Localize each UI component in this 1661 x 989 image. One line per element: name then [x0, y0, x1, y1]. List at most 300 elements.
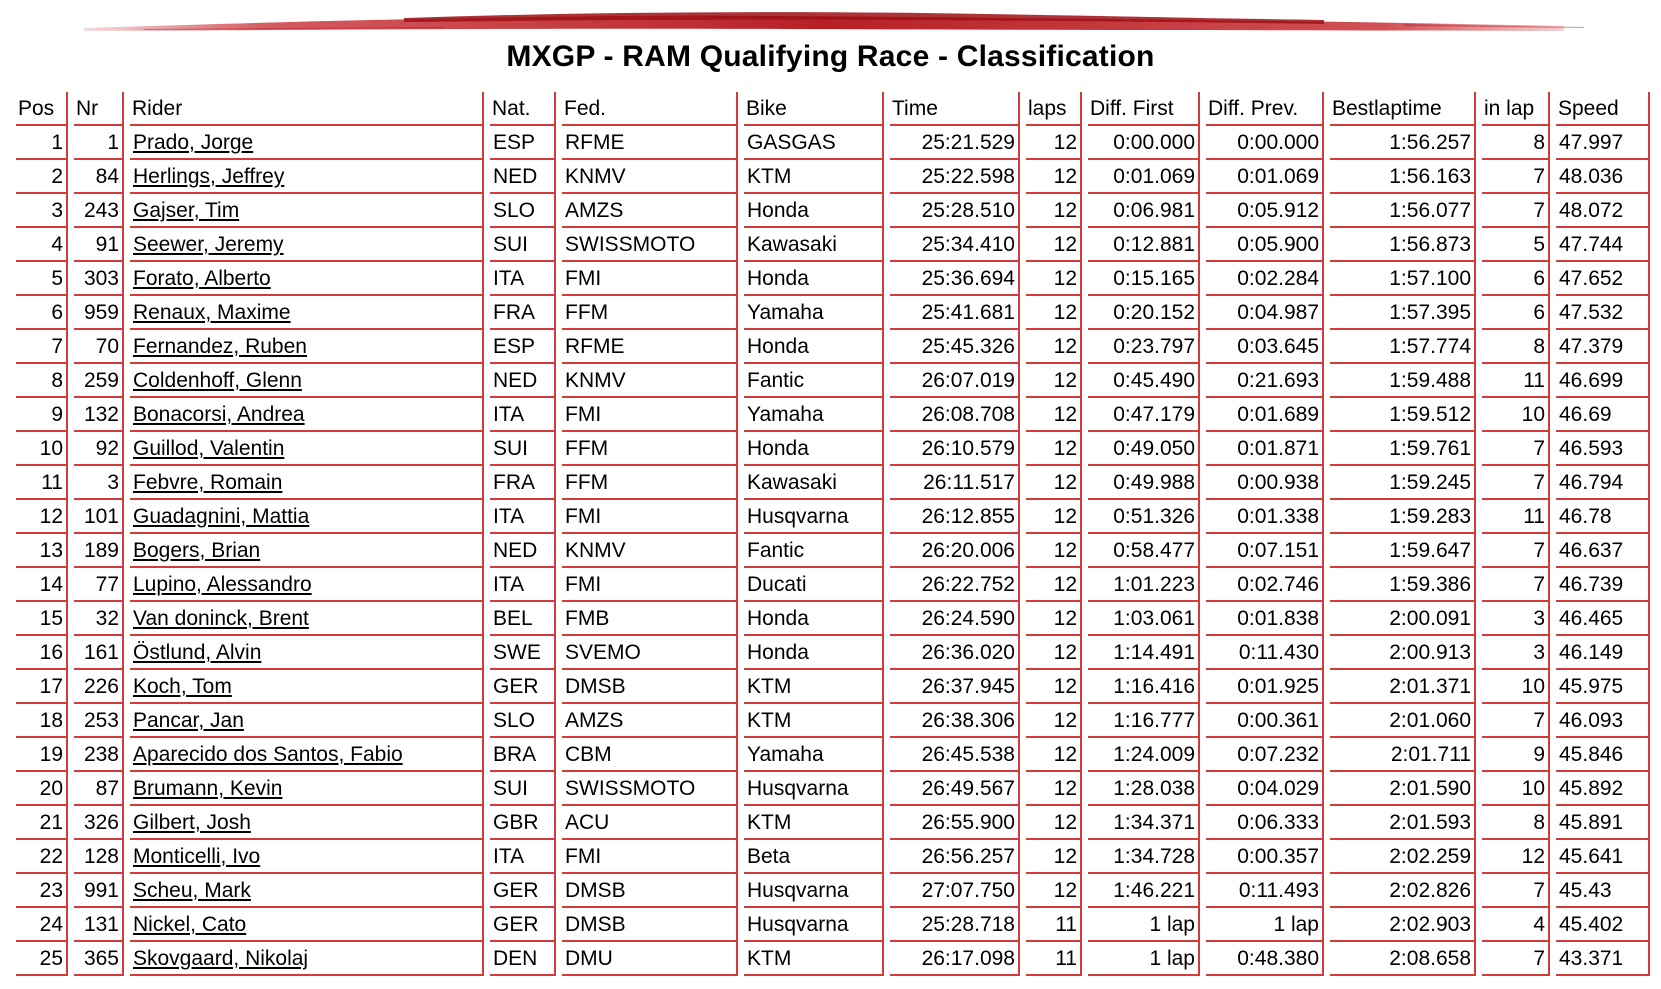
cell-pos: 13 — [16, 534, 68, 568]
cell-diff-prev: 0:07.232 — [1206, 738, 1324, 772]
cell-nr: 101 — [74, 500, 124, 534]
cell-bestlaptime: 2:00.091 — [1330, 602, 1476, 636]
cell-speed: 47.744 — [1556, 228, 1650, 262]
cell-diff-prev: 0:01.338 — [1206, 500, 1324, 534]
cell-diff-first: 1:14.491 — [1088, 636, 1200, 670]
cell-rider — [130, 840, 484, 874]
cell-time: 26:17.098 — [890, 942, 1020, 976]
cell-diff-prev: 0:05.912 — [1206, 194, 1324, 228]
cell-bestlaptime: 2:01.593 — [1330, 806, 1476, 840]
cell-time: 26:12.855 — [890, 500, 1020, 534]
cell-rider — [130, 126, 484, 160]
cell-rider — [130, 738, 484, 772]
cell-bestlaptime: 2:01.590 — [1330, 772, 1476, 806]
cell-time: 26:36.020 — [890, 636, 1020, 670]
table-row — [16, 874, 1650, 908]
cell-diff-first: 0:49.050 — [1088, 432, 1200, 466]
rider-name-link[interactable]: Bonacorsi, Andrea — [133, 403, 305, 426]
cell-pos: 7 — [16, 330, 68, 364]
rider-name-link[interactable]: Pancar, Jan — [133, 709, 244, 732]
header-in-lap: in lap — [1482, 92, 1550, 126]
rider-name-link[interactable]: Seewer, Jeremy — [133, 233, 284, 256]
cell-pos: 11 — [16, 466, 68, 500]
cell-bike: Husqvarna — [744, 500, 884, 534]
cell-rider — [130, 534, 484, 568]
cell-nat: NED — [490, 364, 556, 398]
cell-time: 26:38.306 — [890, 704, 1020, 738]
header-rider: Rider — [130, 92, 484, 126]
rider-name-link[interactable]: Nickel, Cato — [133, 913, 247, 936]
cell-bike: Fantic — [744, 534, 884, 568]
cell-rider — [130, 568, 484, 602]
cell-speed: 43.371 — [1556, 942, 1650, 976]
cell-diff-prev: 0:07.151 — [1206, 534, 1324, 568]
cell-diff-prev: 0:11.430 — [1206, 636, 1324, 670]
rider-name-link[interactable]: Monticelli, Ivo — [133, 845, 261, 868]
cell-bike: GASGAS — [744, 126, 884, 160]
table-row — [16, 160, 1650, 194]
cell-nat: GER — [490, 908, 556, 942]
cell-nr: 226 — [74, 670, 124, 704]
cell-speed: 46.465 — [1556, 602, 1650, 636]
table-row — [16, 330, 1650, 364]
cell-nr: 991 — [74, 874, 124, 908]
cell-rider — [130, 160, 484, 194]
cell-time: 26:55.900 — [890, 806, 1020, 840]
cell-time: 25:28.718 — [890, 908, 1020, 942]
cell-diff-prev: 0:11.493 — [1206, 874, 1324, 908]
cell-nat: SUI — [490, 228, 556, 262]
table-row — [16, 636, 1650, 670]
cell-time: 26:08.708 — [890, 398, 1020, 432]
cell-nr: 92 — [74, 432, 124, 466]
cell-nat: ITA — [490, 840, 556, 874]
page-title: MXGP - RAM Qualifying Race - Classification — [506, 40, 1155, 73]
cell-pos: 25 — [16, 942, 68, 976]
cell-fed: DMSB — [562, 908, 738, 942]
cell-speed: 46.69 — [1556, 398, 1650, 432]
cell-in-lap: 7 — [1482, 160, 1550, 194]
table-row — [16, 568, 1650, 602]
cell-time: 26:07.019 — [890, 364, 1020, 398]
cell-laps: 12 — [1026, 364, 1082, 398]
cell-diff-first: 1:01.223 — [1088, 568, 1200, 602]
cell-in-lap: 7 — [1482, 874, 1550, 908]
cell-diff-prev: 0:21.693 — [1206, 364, 1324, 398]
cell-nat: SLO — [490, 194, 556, 228]
cell-nat: SUI — [490, 772, 556, 806]
cell-bestlaptime: 1:56.163 — [1330, 160, 1476, 194]
cell-diff-first: 1:46.221 — [1088, 874, 1200, 908]
cell-laps: 12 — [1026, 330, 1082, 364]
rider-name-link[interactable]: Herlings, Jeffrey — [133, 165, 285, 188]
cell-fed: AMZS — [562, 194, 738, 228]
cell-speed: 45.892 — [1556, 772, 1650, 806]
cell-diff-prev: 0:02.746 — [1206, 568, 1324, 602]
cell-fed: DMSB — [562, 874, 738, 908]
cell-rider — [130, 908, 484, 942]
rider-name-link[interactable]: Gilbert, Josh — [133, 811, 251, 834]
table-row — [16, 466, 1650, 500]
cell-time: 25:36.694 — [890, 262, 1020, 296]
rider-name-link[interactable]: Bogers, Brian — [133, 539, 261, 562]
cell-in-lap: 7 — [1482, 432, 1550, 466]
table-row — [16, 398, 1650, 432]
cell-diff-first: 0:23.797 — [1088, 330, 1200, 364]
table-row — [16, 228, 1650, 262]
cell-rider — [130, 364, 484, 398]
cell-nr: 303 — [74, 262, 124, 296]
cell-time: 26:22.752 — [890, 568, 1020, 602]
cell-laps: 12 — [1026, 160, 1082, 194]
cell-pos: 9 — [16, 398, 68, 432]
cell-speed: 45.43 — [1556, 874, 1650, 908]
cell-speed: 45.891 — [1556, 806, 1650, 840]
cell-diff-prev: 0:04.029 — [1206, 772, 1324, 806]
rider-name-link[interactable]: Aparecido dos Santos, Fabio — [133, 743, 403, 766]
cell-pos: 20 — [16, 772, 68, 806]
header-laps: laps — [1026, 92, 1082, 126]
cell-time: 25:21.529 — [890, 126, 1020, 160]
cell-speed: 46.794 — [1556, 466, 1650, 500]
cell-bestlaptime: 2:08.658 — [1330, 942, 1476, 976]
cell-in-lap: 7 — [1482, 534, 1550, 568]
cell-laps: 12 — [1026, 568, 1082, 602]
cell-nat: SUI — [490, 432, 556, 466]
cell-pos: 1 — [16, 126, 68, 160]
rider-name-link[interactable]: Prado, Jorge — [133, 131, 254, 154]
cell-fed: RFME — [562, 126, 738, 160]
cell-in-lap: 6 — [1482, 296, 1550, 330]
cell-nr: 253 — [74, 704, 124, 738]
cell-speed: 46.093 — [1556, 704, 1650, 738]
cell-nat: ITA — [490, 568, 556, 602]
cell-bestlaptime: 1:59.245 — [1330, 466, 1476, 500]
table-header-row — [16, 92, 1650, 126]
rider-name-link[interactable]: Lupino, Alessandro — [133, 573, 312, 596]
cell-diff-first: 0:12.881 — [1088, 228, 1200, 262]
cell-bike: Yamaha — [744, 296, 884, 330]
cell-in-lap: 5 — [1482, 228, 1550, 262]
cell-pos: 5 — [16, 262, 68, 296]
cell-bestlaptime: 2:01.371 — [1330, 670, 1476, 704]
cell-pos: 18 — [16, 704, 68, 738]
cell-diff-first: 0:51.326 — [1088, 500, 1200, 534]
rider-name-link[interactable]: Skovgaard, Nikolaj — [133, 947, 309, 970]
cell-speed: 47.997 — [1556, 126, 1650, 160]
cell-in-lap: 4 — [1482, 908, 1550, 942]
cell-pos: 12 — [16, 500, 68, 534]
cell-rider — [130, 704, 484, 738]
cell-bestlaptime: 1:56.873 — [1330, 228, 1476, 262]
cell-nat: ITA — [490, 398, 556, 432]
cell-bestlaptime: 1:57.100 — [1330, 262, 1476, 296]
cell-nr: 3 — [74, 466, 124, 500]
cell-in-lap: 7 — [1482, 194, 1550, 228]
table-row — [16, 704, 1650, 738]
cell-nat: BRA — [490, 738, 556, 772]
cell-bike: Yamaha — [744, 738, 884, 772]
cell-fed: FFM — [562, 296, 738, 330]
cell-time: 27:07.750 — [890, 874, 1020, 908]
rider-name-link[interactable]: Febvre, Romain — [133, 471, 283, 494]
cell-time: 26:10.579 — [890, 432, 1020, 466]
cell-laps: 12 — [1026, 466, 1082, 500]
cell-fed: KNMV — [562, 534, 738, 568]
cell-rider — [130, 398, 484, 432]
cell-speed: 46.699 — [1556, 364, 1650, 398]
cell-pos: 21 — [16, 806, 68, 840]
cell-fed: SWISSMOTO — [562, 228, 738, 262]
cell-bestlaptime: 2:01.060 — [1330, 704, 1476, 738]
cell-diff-prev: 0:01.925 — [1206, 670, 1324, 704]
table-row — [16, 942, 1650, 976]
cell-nat: DEN — [490, 942, 556, 976]
cell-pos: 19 — [16, 738, 68, 772]
cell-laps: 12 — [1026, 432, 1082, 466]
cell-time: 26:49.567 — [890, 772, 1020, 806]
cell-nr: 365 — [74, 942, 124, 976]
cell-pos: 24 — [16, 908, 68, 942]
table-row — [16, 126, 1650, 160]
cell-diff-prev: 0:06.333 — [1206, 806, 1324, 840]
rider-name-link[interactable]: Renaux, Maxime — [133, 301, 291, 324]
cell-laps: 12 — [1026, 296, 1082, 330]
rider-name-link[interactable]: Forato, Alberto — [133, 267, 271, 290]
cell-diff-first: 1:16.416 — [1088, 670, 1200, 704]
cell-bike: Honda — [744, 432, 884, 466]
cell-nr: 238 — [74, 738, 124, 772]
cell-laps: 12 — [1026, 704, 1082, 738]
cell-rider — [130, 466, 484, 500]
cell-laps: 12 — [1026, 534, 1082, 568]
cell-fed: FMI — [562, 398, 738, 432]
cell-diff-first: 0:01.069 — [1088, 160, 1200, 194]
cell-laps: 12 — [1026, 636, 1082, 670]
cell-speed: 45.975 — [1556, 670, 1650, 704]
cell-fed: FMI — [562, 500, 738, 534]
cell-rider — [130, 602, 484, 636]
cell-nr: 32 — [74, 602, 124, 636]
table-row — [16, 806, 1650, 840]
cell-pos: 14 — [16, 568, 68, 602]
cell-laps: 12 — [1026, 500, 1082, 534]
cell-pos: 16 — [16, 636, 68, 670]
cell-diff-first: 0:49.988 — [1088, 466, 1200, 500]
cell-nat: FRA — [490, 466, 556, 500]
cell-bike: Kawasaki — [744, 228, 884, 262]
cell-in-lap: 10 — [1482, 772, 1550, 806]
cell-rider — [130, 228, 484, 262]
cell-bestlaptime: 1:56.257 — [1330, 126, 1476, 160]
cell-fed: CBM — [562, 738, 738, 772]
header-diff-prev: Diff. Prev. — [1206, 92, 1324, 126]
cell-laps: 12 — [1026, 602, 1082, 636]
cell-in-lap: 12 — [1482, 840, 1550, 874]
cell-rider — [130, 432, 484, 466]
table-row — [16, 772, 1650, 806]
cell-diff-prev: 0:02.284 — [1206, 262, 1324, 296]
cell-bestlaptime: 1:59.512 — [1330, 398, 1476, 432]
cell-pos: 17 — [16, 670, 68, 704]
cell-speed: 46.149 — [1556, 636, 1650, 670]
table-row — [16, 432, 1650, 466]
cell-bike: KTM — [744, 160, 884, 194]
cell-diff-first: 0:00.000 — [1088, 126, 1200, 160]
cell-in-lap: 7 — [1482, 942, 1550, 976]
cell-bike: Honda — [744, 602, 884, 636]
cell-diff-first: 1 lap — [1088, 942, 1200, 976]
rider-name-link[interactable]: Guillod, Valentin — [133, 437, 285, 460]
cell-nr: 161 — [74, 636, 124, 670]
cell-bike: Beta — [744, 840, 884, 874]
cell-speed: 46.593 — [1556, 432, 1650, 466]
cell-pos: 4 — [16, 228, 68, 262]
cell-rider — [130, 262, 484, 296]
cell-laps: 12 — [1026, 194, 1082, 228]
cell-bestlaptime: 2:02.903 — [1330, 908, 1476, 942]
table-row — [16, 534, 1650, 568]
cell-time: 25:22.598 — [890, 160, 1020, 194]
cell-speed: 48.036 — [1556, 160, 1650, 194]
cell-speed: 46.739 — [1556, 568, 1650, 602]
cell-fed: FFM — [562, 432, 738, 466]
rider-name-link[interactable]: Coldenhoff, Glenn — [133, 369, 302, 392]
cell-diff-first: 0:45.490 — [1088, 364, 1200, 398]
cell-nat: ITA — [490, 500, 556, 534]
rider-name-link[interactable]: Östlund, Alvin — [133, 641, 262, 664]
cell-time: 26:45.538 — [890, 738, 1020, 772]
table-row — [16, 908, 1650, 942]
cell-speed: 47.532 — [1556, 296, 1650, 330]
cell-nr: 77 — [74, 568, 124, 602]
cell-pos: 10 — [16, 432, 68, 466]
cell-in-lap: 7 — [1482, 568, 1550, 602]
cell-diff-first: 0:15.165 — [1088, 262, 1200, 296]
cell-nat: GER — [490, 874, 556, 908]
cell-pos: 2 — [16, 160, 68, 194]
cell-nr: 243 — [74, 194, 124, 228]
cell-bike: Ducati — [744, 568, 884, 602]
cell-diff-prev: 0:03.645 — [1206, 330, 1324, 364]
cell-fed: KNMV — [562, 364, 738, 398]
cell-nr: 959 — [74, 296, 124, 330]
cell-fed: FMI — [562, 568, 738, 602]
cell-nat: NED — [490, 534, 556, 568]
table-row — [16, 296, 1650, 330]
rider-name-link[interactable]: Van doninck, Brent — [133, 607, 309, 630]
cell-fed: DMSB — [562, 670, 738, 704]
cell-in-lap: 8 — [1482, 806, 1550, 840]
header-diff-first: Diff. First — [1088, 92, 1200, 126]
cell-laps: 12 — [1026, 806, 1082, 840]
cell-in-lap: 8 — [1482, 330, 1550, 364]
cell-pos: 15 — [16, 602, 68, 636]
cell-bike: Husqvarna — [744, 908, 884, 942]
cell-diff-prev: 0:01.689 — [1206, 398, 1324, 432]
cell-laps: 11 — [1026, 942, 1082, 976]
cell-nr: 132 — [74, 398, 124, 432]
cell-bestlaptime: 1:56.077 — [1330, 194, 1476, 228]
cell-bike: KTM — [744, 670, 884, 704]
cell-laps: 12 — [1026, 228, 1082, 262]
cell-bestlaptime: 1:59.488 — [1330, 364, 1476, 398]
header-nr: Nr — [74, 92, 124, 126]
cell-fed: FMI — [562, 262, 738, 296]
rider-name-link[interactable]: Guadagnini, Mattia — [133, 505, 310, 528]
cell-nat: GER — [490, 670, 556, 704]
table-row — [16, 262, 1650, 296]
header-time: Time — [890, 92, 1020, 126]
cell-bike: Yamaha — [744, 398, 884, 432]
cell-nat: FRA — [490, 296, 556, 330]
rider-name-link[interactable]: Brumann, Kevin — [133, 777, 283, 800]
cell-nat: ESP — [490, 126, 556, 160]
cell-in-lap: 8 — [1482, 126, 1550, 160]
cell-laps: 12 — [1026, 840, 1082, 874]
cell-bike: KTM — [744, 942, 884, 976]
rider-name-link[interactable]: Scheu, Mark — [133, 879, 251, 902]
cell-time: 25:28.510 — [890, 194, 1020, 228]
brush-stroke-banner — [24, 0, 1634, 34]
cell-bestlaptime: 1:57.395 — [1330, 296, 1476, 330]
cell-diff-prev: 0:01.838 — [1206, 602, 1324, 636]
cell-in-lap: 9 — [1482, 738, 1550, 772]
cell-time: 25:45.326 — [890, 330, 1020, 364]
cell-nat: GBR — [490, 806, 556, 840]
cell-rider — [130, 806, 484, 840]
cell-laps: 12 — [1026, 670, 1082, 704]
cell-bestlaptime: 2:02.826 — [1330, 874, 1476, 908]
cell-nr: 326 — [74, 806, 124, 840]
rider-name-link[interactable]: Fernandez, Ruben — [133, 335, 307, 358]
cell-diff-prev: 0:01.871 — [1206, 432, 1324, 466]
cell-rider — [130, 194, 484, 228]
rider-name-link[interactable]: Gajser, Tim — [133, 199, 240, 222]
cell-nr: 128 — [74, 840, 124, 874]
cell-fed: FFM — [562, 466, 738, 500]
table-row — [16, 194, 1650, 228]
cell-rider — [130, 772, 484, 806]
table-row — [16, 670, 1650, 704]
header-nat: Nat. — [490, 92, 556, 126]
cell-fed: RFME — [562, 330, 738, 364]
cell-time: 26:56.257 — [890, 840, 1020, 874]
header-bestlaptime: Bestlaptime — [1330, 92, 1476, 126]
cell-bestlaptime: 1:59.647 — [1330, 534, 1476, 568]
cell-bike: KTM — [744, 806, 884, 840]
cell-diff-prev: 0:05.900 — [1206, 228, 1324, 262]
cell-pos: 22 — [16, 840, 68, 874]
cell-rider — [130, 670, 484, 704]
table-row — [16, 840, 1650, 874]
header-pos: Pos — [16, 92, 68, 126]
cell-diff-first: 0:58.477 — [1088, 534, 1200, 568]
rider-name-link[interactable]: Koch, Tom — [133, 675, 232, 698]
cell-speed: 45.846 — [1556, 738, 1650, 772]
cell-bestlaptime: 2:01.711 — [1330, 738, 1476, 772]
cell-bestlaptime: 1:59.283 — [1330, 500, 1476, 534]
cell-time: 26:20.006 — [890, 534, 1020, 568]
cell-fed: FMB — [562, 602, 738, 636]
cell-in-lap: 11 — [1482, 500, 1550, 534]
cell-rider — [130, 874, 484, 908]
cell-diff-first: 0:47.179 — [1088, 398, 1200, 432]
cell-speed: 45.641 — [1556, 840, 1650, 874]
cell-diff-first: 1:28.038 — [1088, 772, 1200, 806]
cell-rider — [130, 636, 484, 670]
cell-bike: Husqvarna — [744, 772, 884, 806]
